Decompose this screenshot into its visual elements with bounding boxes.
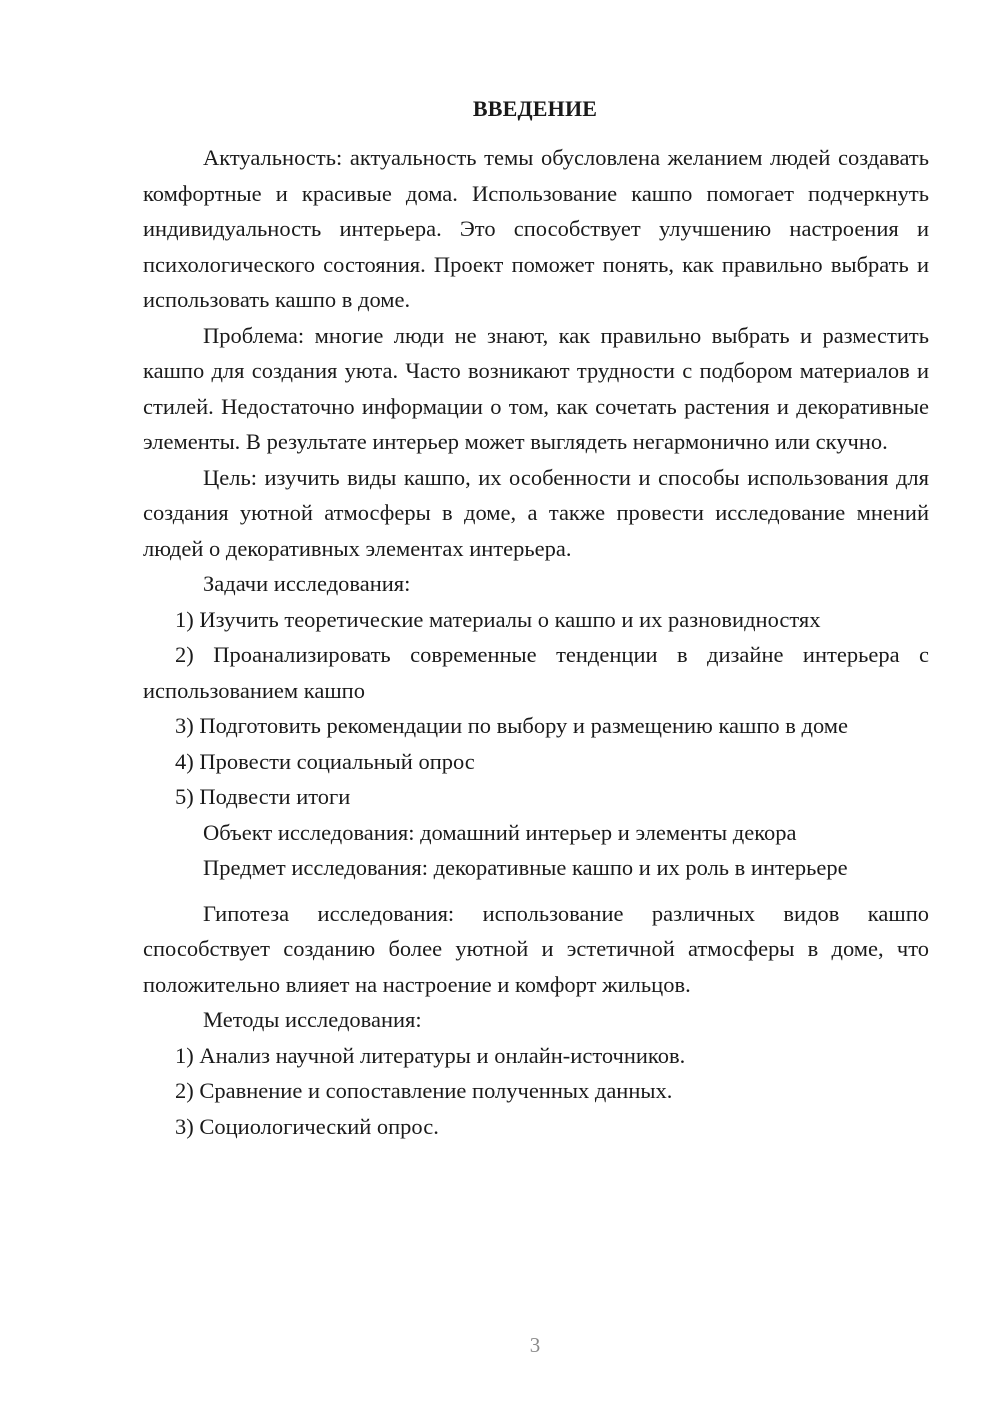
method-item: 3) Социологический опрос.	[175, 1113, 439, 1139]
task-item: 1) Изучить теоретические материалы о кашпо и их разновидностях	[175, 606, 821, 632]
method-item: 2) Сравнение и сопоставление полученных данных.	[175, 1078, 673, 1103]
goal-paragraph: Цель: изучить виды кашпо, их особенности и способы использования для создания уютной атмосферы в доме, а также провести исследование мнений людей о декоративных элементах интерьера.	[143, 464, 929, 561]
problem-paragraph: Проблема: многие люди не знают, как правильно выбрать и разместить кашпо для создания уюта. Часто возникают трудности с подбором материалов и стилей. Недостаточно информации о том, как сочетать растения и декоративные элементы. В результате интерьер может выглядеть негармонично или скучно.	[143, 322, 929, 454]
methods-heading: Методы исследования:	[203, 1007, 422, 1032]
task-item: 2) Проанализировать современные тенденции в дизайне интерьера с использованием кашпо	[143, 642, 929, 703]
task-item: 3) Подготовить рекомендации по выбору и размещению кашпо в доме	[175, 713, 849, 738]
method-item: 1) Анализ научной литературы и онлайн-источников.	[175, 1042, 686, 1068]
tasks-heading: Задачи исследования:	[203, 571, 411, 596]
subject-paragraph: Предмет исследования: декоративные кашпо и их роль в интерьере	[203, 855, 848, 880]
task-item: 5) Подвести итоги	[175, 784, 351, 809]
relevance-paragraph: Актуальность: актуальность темы обусловлена желанием людей создавать комфортные и красивые дома. Использование кашпо помогает подчеркнуть индивидуальность интерьера. Это способствует улучшению настроения и психологического состояния. Проект поможет понять, как правильно выбрать и использовать кашпо в доме.	[143, 145, 929, 312]
object-paragraph: Объект исследования: домашний интерьер и элементы декора	[203, 819, 797, 845]
document-body	[143, 140, 929, 1144]
hypothesis-paragraph: Гипотеза исследования: использование различных видов кашпо способствует созданию более уютной и эстетичной атмосферы в доме, что положительно влияет на настроение и комфорт жильцов.	[143, 900, 929, 997]
task-item: 4) Провести социальный опрос	[175, 748, 475, 774]
page-title: ВВЕДЕНИЕ	[472, 96, 598, 121]
page-number: 3	[529, 1333, 541, 1357]
